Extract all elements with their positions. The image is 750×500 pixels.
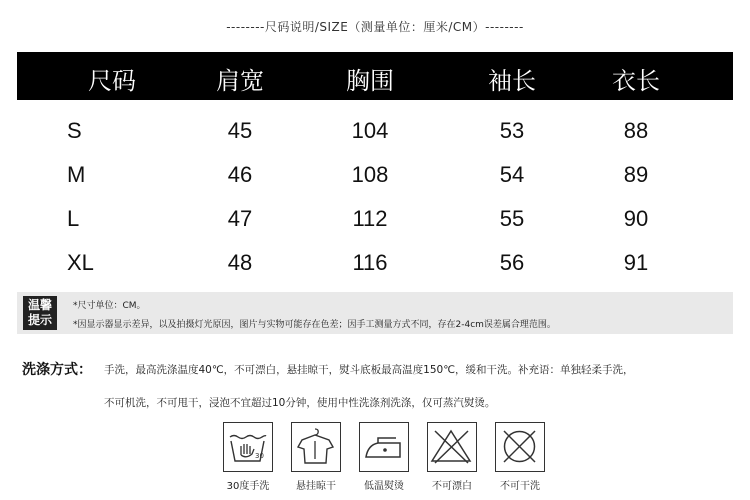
no-bleach-icon xyxy=(427,422,477,472)
sleeve-cell: 54 xyxy=(499,162,525,187)
size-cell: L xyxy=(67,206,80,231)
size-cell: S xyxy=(67,118,82,143)
column-header-shoulder: 肩宽 xyxy=(216,67,264,95)
note-unit: *尺寸单位：CM。 xyxy=(73,301,146,311)
shoulder-cell: 45 xyxy=(227,118,253,143)
table-row xyxy=(17,250,733,284)
size-table-header xyxy=(17,52,733,100)
length-cell: 91 xyxy=(623,250,649,275)
shoulder-cell: 46 xyxy=(227,162,253,187)
care-item: 低温熨烫 xyxy=(353,422,415,492)
chest-cell: 108 xyxy=(351,162,389,187)
care-icons xyxy=(217,422,557,500)
care-item: 不可干洗 xyxy=(489,422,551,492)
length-cell: 90 xyxy=(623,206,649,231)
table-row xyxy=(17,118,733,152)
wash-instructions-line2: 不可机洗，不可甩干，浸泡不宜超过10分钟，使用中性洗涤剂洗涤，仅可蒸汽熨烫。 xyxy=(104,397,496,409)
shoulder-cell: 48 xyxy=(227,250,253,275)
low-iron-icon xyxy=(359,422,409,472)
tips-panel xyxy=(17,292,733,334)
column-header-length: 衣长 xyxy=(612,67,660,95)
sleeve-cell: 53 xyxy=(499,118,525,143)
note-disclaimer: *因显示器显示差异，以及拍摄灯光原因，图片与实物可能存在色差；因手工测量方式不同，存在2-4cm误差属合理范围。 xyxy=(73,320,556,330)
wash-method-title: 洗涤方式： xyxy=(22,362,92,378)
length-cell: 88 xyxy=(623,118,649,143)
column-header-chest: 胸围 xyxy=(346,67,394,95)
care-item: 悬挂晾干 xyxy=(285,422,347,492)
care-item: 不可漂白 xyxy=(421,422,483,492)
size-cell: XL xyxy=(67,250,94,275)
sleeve-cell: 55 xyxy=(499,206,525,231)
chest-cell: 112 xyxy=(352,206,388,231)
wash-instructions-line1: 手洗，最高洗涤温度40℃，不可漂白，悬挂晾干，熨斗底板最高温度150℃，缓和干洗。补充语：单独轻柔手洗， xyxy=(104,364,634,376)
size-cell: M xyxy=(67,162,86,187)
care-item: 30 30度手洗 xyxy=(217,422,279,492)
tips-badge: 温馨 提示 xyxy=(23,296,57,330)
no-dry-clean-icon xyxy=(495,422,545,472)
size-chart-header: --------尺码说明/SIZE（测量单位：厘米/CM）-------- xyxy=(226,20,524,34)
table-row xyxy=(17,206,733,240)
shoulder-cell: 47 xyxy=(227,206,253,231)
column-header-size: 尺码 xyxy=(88,67,136,95)
hang-dry-icon xyxy=(291,422,341,472)
hand-wash-icon xyxy=(223,422,273,472)
table-row xyxy=(17,162,733,196)
svg-text:30: 30 xyxy=(255,452,264,460)
sleeve-cell: 56 xyxy=(499,250,525,275)
column-header-sleeve: 袖长 xyxy=(488,67,536,95)
length-cell: 89 xyxy=(623,162,649,187)
chest-cell: 116 xyxy=(352,250,388,275)
chest-cell: 104 xyxy=(351,118,389,143)
